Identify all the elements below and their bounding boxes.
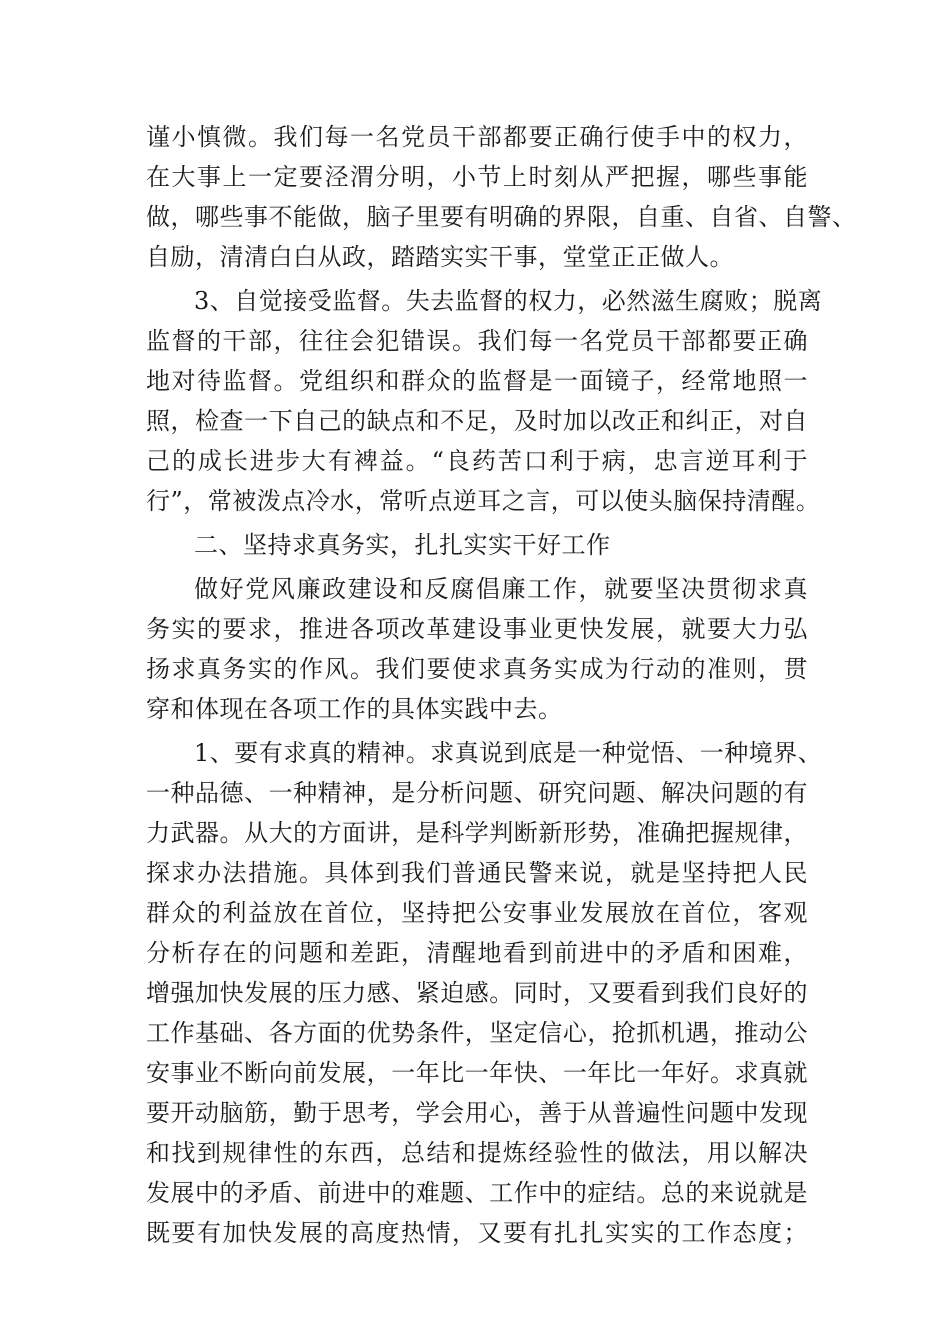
text-line: 工作基础、各方面的优势条件，坚定信心，抢抓机遇，推动公 <box>146 1019 808 1047</box>
text-line: 己的成长进步大有裨益。“良药苦口利于病，忠言逆耳利于 <box>146 447 808 475</box>
text-line: 地对待监督。党组织和群众的监督是一面镜子，经常地照一 <box>146 367 808 395</box>
text-line: 3、自觉接受监督。失去监督的权力，必然滋生腐败；脱离 <box>194 287 823 315</box>
text-line: 群众的利益放在首位，坚持把公安事业发展放在首位，客观 <box>146 899 808 927</box>
text-line: 增强加快发展的压力感、紧迫感。同时，又要看到我们良好的 <box>146 979 808 1007</box>
text-line: 穿和体现在各项工作的具体实践中去。 <box>146 695 563 723</box>
text-line: 做，哪些事不能做，脑子里要有明确的界限，自重、自省、自警、 <box>146 203 857 231</box>
text-line: 探求办法措施。具体到我们普通民警来说，就是坚持把人民 <box>146 859 808 887</box>
text-line: 照，检查一下自己的缺点和不足，及时加以改正和纠正，对自 <box>146 407 808 435</box>
text-line: 力武器。从大的方面讲，是科学判断新形势，准确把握规律， <box>146 819 808 847</box>
text-line: 安事业不断向前发展，一年比一年快、一年比一年好。求真就 <box>146 1059 808 1087</box>
text-line: 和找到规律性的东西，总结和提炼经验性的做法，用以解决 <box>146 1139 808 1167</box>
text-line: 监督的干部，往往会犯错误。我们每一名党员干部都要正确 <box>146 327 808 355</box>
text-line: 务实的要求，推进各项改革建设事业更快发展，就要大力弘 <box>146 615 808 643</box>
text-line: 扬求真务实的作风。我们要使求真务实成为行动的准则，贯 <box>146 655 808 683</box>
text-line: 一种品德、一种精神，是分析问题、研究问题、解决问题的有 <box>146 779 808 807</box>
text-line: 既要有加快发展的高度热情，又要有扎扎实实的工作态度； <box>146 1219 808 1247</box>
text-line: 分析存在的问题和差距，清醒地看到前进中的矛盾和困难， <box>146 939 808 967</box>
text-line: 行”，常被泼点冷水，常听点逆耳之言，可以使头脑保持清醒。 <box>146 487 821 515</box>
text-line: 在大事上一定要泾渭分明，小节上时刻从严把握，哪些事能 <box>146 163 808 191</box>
text-line: 谨小慎微。我们每一名党员干部都要正确行使手中的权力， <box>146 123 808 151</box>
section-heading: 二、坚持求真务实，扎扎实实干好工作 <box>194 531 611 559</box>
text-line: 自励，清清白白从政，踏踏实实干事，堂堂正正做人。 <box>146 243 734 271</box>
text-line: 要开动脑筋，勤于思考，学会用心，善于从普遍性问题中发现 <box>146 1099 808 1127</box>
text-line: 做好党风廉政建设和反腐倡廉工作，就要坚决贯彻求真 <box>194 575 808 603</box>
text-line: 1、要有求真的精神。求真说到底是一种觉悟、一种境界、 <box>194 739 823 767</box>
text-line: 发展中的矛盾、前进中的难题、工作中的症结。总的来说就是 <box>146 1179 808 1207</box>
